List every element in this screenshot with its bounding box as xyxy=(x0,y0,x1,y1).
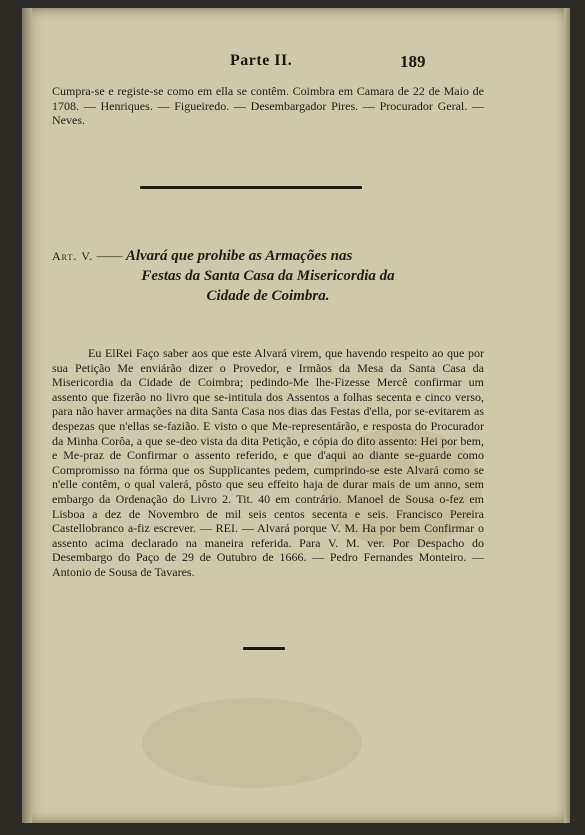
page-number: 189 xyxy=(400,52,426,71)
article-label: Art. V. xyxy=(52,249,94,263)
page-gutter xyxy=(22,8,32,823)
section-divider xyxy=(140,186,362,189)
end-rule xyxy=(243,647,285,650)
article-heading xyxy=(52,246,484,306)
running-head: Parte II. xyxy=(230,52,293,69)
article-title-line-1: Alvará que prohibe as Armações nas xyxy=(125,248,353,264)
em-dash: —— xyxy=(96,248,123,263)
article-heading-line-1 xyxy=(52,246,484,266)
article-title-line-3: Cidade de Coimbra. xyxy=(206,288,330,304)
paragraph-closing-previous: Cumpra-se e registe-se como em ella se contêm. Coimbra em Camara de 22 de Maio de 1708. — Henriques. — Figueiredo. — Desembargador Pires. — Procurador Geral. — Neves. xyxy=(52,84,484,128)
page-edge xyxy=(564,8,570,823)
paragraph-alvara-text: Eu ElRei Faço saber aos que este Alvará virem, que havendo respeito ao que por sua Petição Me enviárão dizer o Provedor, e Irmãos da Mesa da Santa Casa da Misericordia da Cidade de Coimbra; pedindo-Me lhe-Fizesse Mercê confirmar um assento que fizerão no livro que se-intitula dos Assentos a folhas secenta e cinco verso, para não haver armações na dita Santa Casa nos dias das Festas d'ella, por se-evitarem as despezas que n'ellas se-fazião. E visto o que Me-representárão, e resposta do Procurador da Minha Corôa, a que se-deo vista da dita Petição, e cópia do dito assento: Hei por bem, e Me-praz de Confirmar o assento referido, e que d'aqui ao diante se-guarde como Compromisso na fórma que os Supplicantes pedem, cumprindo-se este Alvará como se n'elle contêm, o qual valerá, pôsto que seu effeito haja de durar mais de um anno, sem embargo da Ordenação do Livro 2. Tit. 40 em contrário. Manoel de Sousa o-fez em Lisboa a dez de Novembro de mil seis centos secenta e seis. Francisco Pereira Castellobranco a-fiz escrever. — REI. — Alvará porque V. M. Ha por bem Confirmar o assento acima declarado na maneira referida. Para V. M. ver. Por Despacho do Desembargo do Paço de 29 de Outubro de 1666. — Pedro Fernandes Monteiro. — Antonio de Sousa de Tavares. xyxy=(52,346,484,579)
paper-stain xyxy=(142,698,362,788)
article-title-line-2: Festas da Santa Casa da Misericordia da xyxy=(141,268,395,284)
